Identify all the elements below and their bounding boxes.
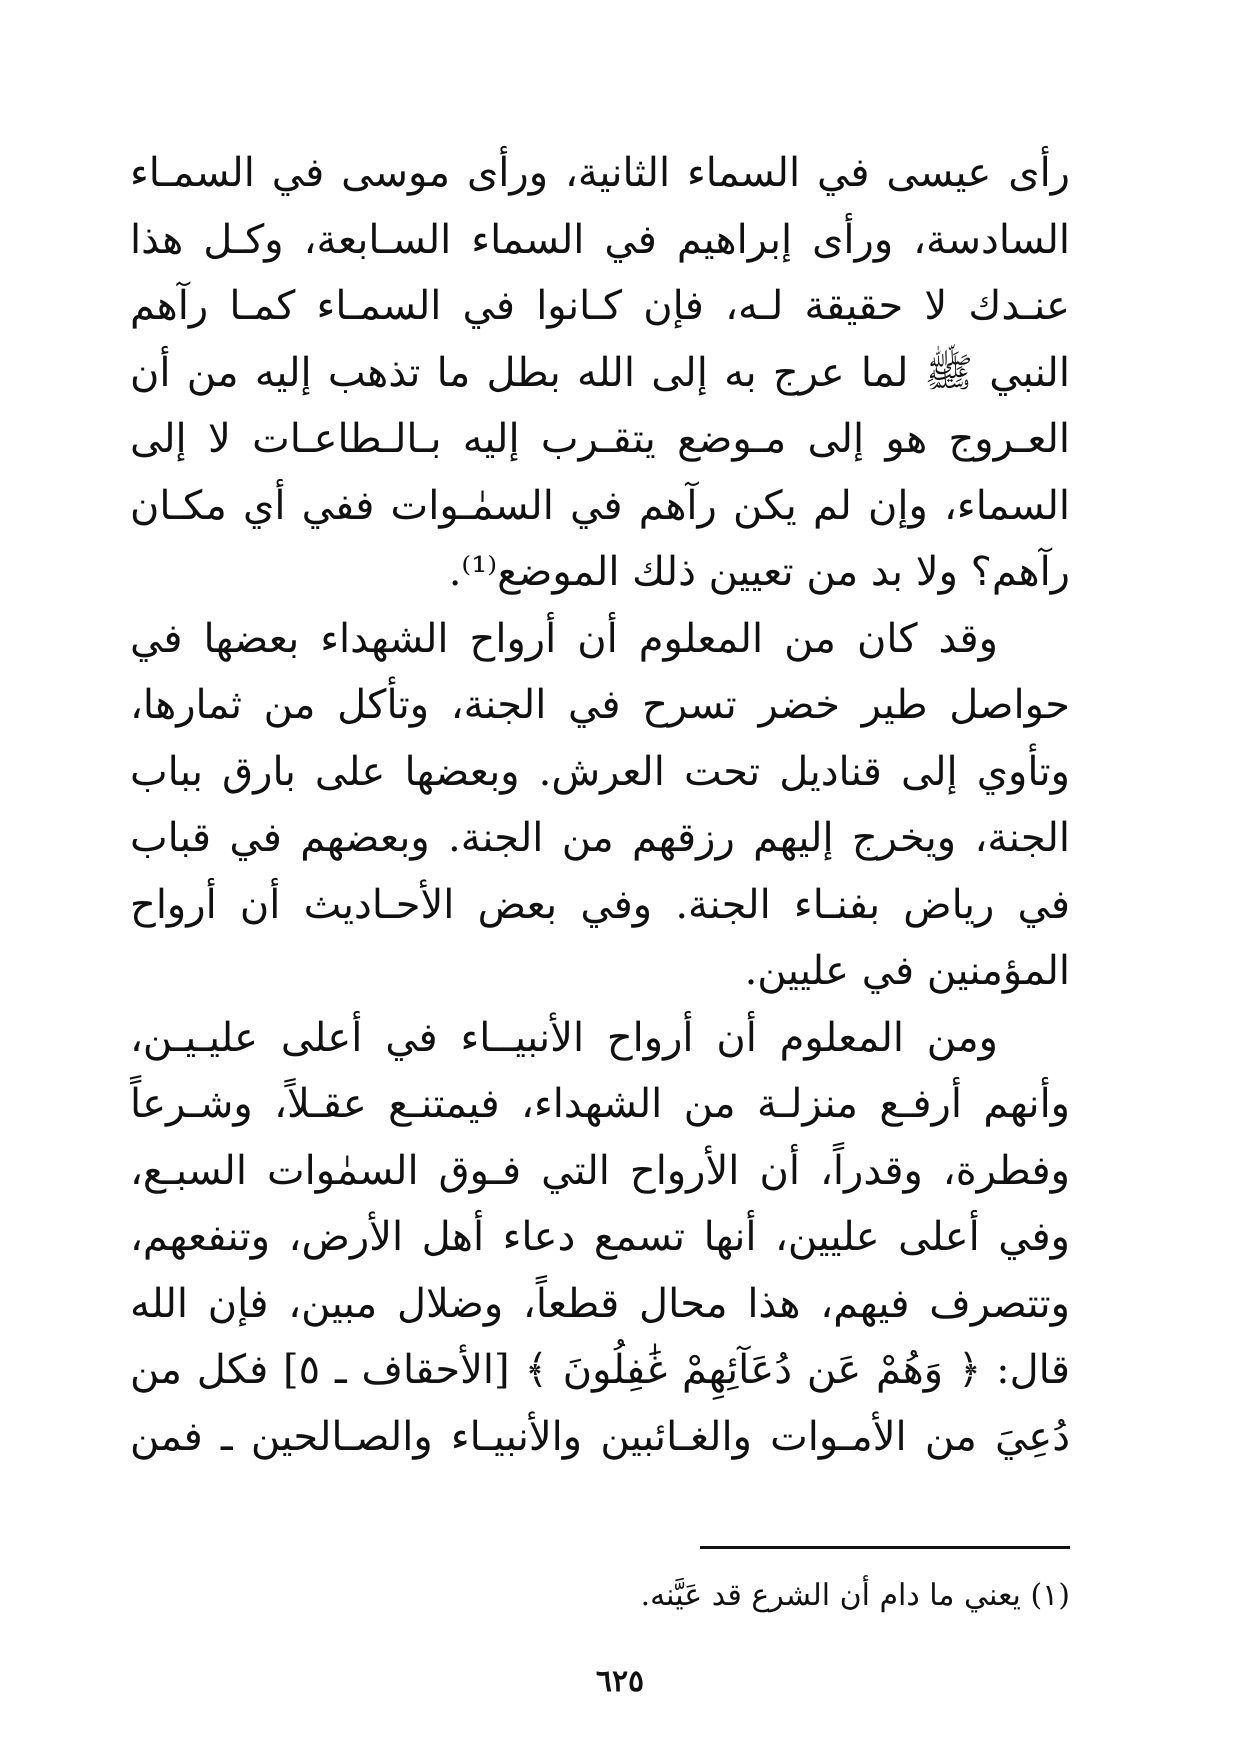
page-number: ٦٢٥ bbox=[595, 1664, 645, 1699]
text-line: ومن المعلوم أن أرواح الأنبيــاء في أعلى عليـيـن، bbox=[130, 1014, 998, 1061]
text-line: المؤمنين في عليين. bbox=[744, 948, 1070, 994]
text-line: العـروج هو إلى مـوضع يتقـرب إليه بـالـطاعـات لا إلى bbox=[130, 416, 1070, 462]
text-line: وأنهم أرفـع منزلـة من الشهداء، فيمتنـع عقـلاً، وشـرعاً bbox=[130, 1081, 1070, 1127]
text-line: وفي أعلى عليين، أنها تسمع دعاء أهل الأرض، وتنفعهم، bbox=[130, 1214, 1070, 1260]
text-line: الجنة، ويخرج إليهم رزقهم من الجنة. وبعضهم في قباب bbox=[130, 815, 1070, 861]
text-line: في رياض بفنـاء الجنة. وفي بعض الأحـاديث أن أرواح bbox=[130, 881, 1070, 928]
text-line: حواصل طير خضر تسرح في الجنة، وتأكل من ثمارها، bbox=[130, 682, 1070, 728]
text-line: قال: ﴿ وَهُمْ عَن دُعَآئِهِمْ غَٰفِلُونَ ﴾ [الأحقاف ـ ٥] فكل من bbox=[130, 1347, 1070, 1393]
footnote: (١) يعني ما دام أن الشرع قد عَيَّنه. bbox=[640, 1578, 1070, 1613]
text-line: عنـدك لا حقيقة لـه، فإن كـانوا في السمـاء كمـا رآهم bbox=[130, 283, 1070, 329]
text-line: دُعِيَ من الأمـوات والغـائبين والأنبيـاء والصـالحين ـ فمن bbox=[130, 1413, 1070, 1460]
text-line: وقد كان من المعلوم أن أرواح الشهداء بعضها في bbox=[130, 615, 998, 662]
text-line: وتأوي إلى قناديل تحت العرش. وبعضها على بارق بباب bbox=[130, 748, 1070, 795]
main-text bbox=[130, 140, 1070, 1470]
text-line: وفطرة، وقدراً، أن الأرواح التي فـوق السمٰوات السبـع، bbox=[130, 1147, 1070, 1194]
footnote-divider bbox=[700, 1546, 1070, 1549]
text-line: رأى عيسى في السماء الثانية، ورأى موسى في السمـاء bbox=[130, 150, 1070, 196]
text-line: وتتصرف فيهم، هذا محال قطعاً، وضلال مبين، فإن الله bbox=[130, 1280, 1070, 1327]
text-line: السادسة، ورأى إبراهيم في السماء السـابعة، وكـل هذا bbox=[130, 216, 1070, 263]
text-line: السماء، وإن لم يكن رآهم في السمٰـوات ففي أي مكـان bbox=[130, 482, 1071, 529]
text-line: رآهم؟ ولا بد من تعيين ذلك الموضع⁽¹⁾. bbox=[448, 549, 1070, 595]
text-line: النبي ﷺ لما عرج به إلى الله بطل ما تذهب إليه من أن bbox=[130, 349, 1070, 396]
